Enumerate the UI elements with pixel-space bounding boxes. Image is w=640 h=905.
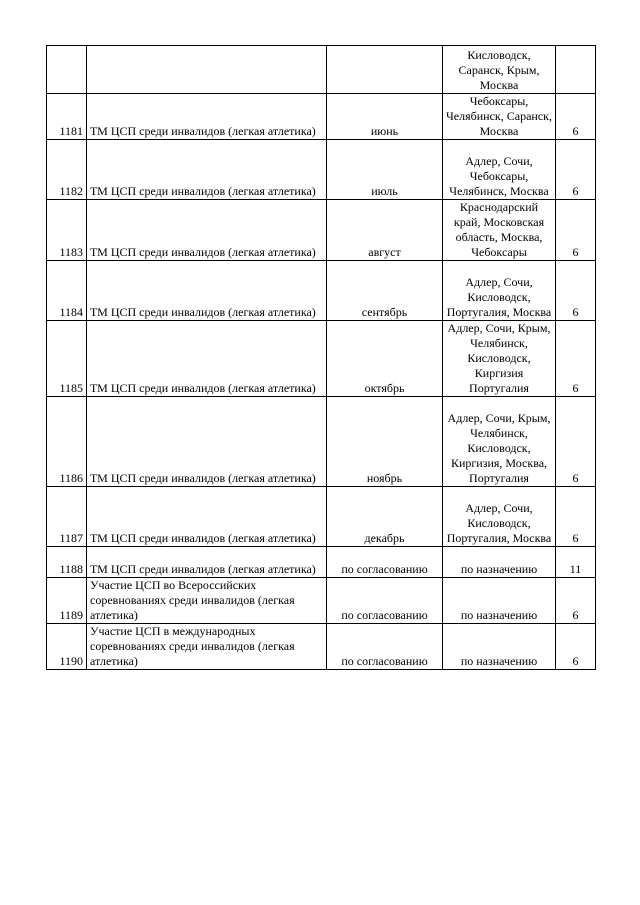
- event-date: август: [327, 200, 443, 261]
- event-place: Адлер, Сочи, Чебоксары, Челябинск, Москва: [443, 140, 556, 200]
- participant-count: 6: [556, 140, 596, 200]
- event-date: июнь: [327, 94, 443, 140]
- table-row: [47, 397, 596, 487]
- event-date: по согласованию: [327, 624, 443, 670]
- row-number: 1187: [47, 487, 87, 547]
- event-place: Краснодарский край, Московская область, Москва, Чебоксары: [443, 200, 556, 261]
- event-name: ТМ ЦСП среди инвалидов (легкая атлетика): [87, 321, 327, 397]
- event-place: Адлер, Сочи, Крым, Челябинск, Кисловодск, Киргизия, Москва, Португалия: [443, 397, 556, 487]
- row-number: 1185: [47, 321, 87, 397]
- table-row: [47, 547, 596, 578]
- participant-count: [556, 46, 596, 94]
- table-row: [47, 46, 596, 94]
- table-row: [47, 321, 596, 397]
- event-date: по согласованию: [327, 578, 443, 624]
- participant-count: 6: [556, 487, 596, 547]
- row-number: 1182: [47, 140, 87, 200]
- event-place: по назначению: [443, 547, 556, 578]
- event-place: по назначению: [443, 578, 556, 624]
- event-date: декабрь: [327, 487, 443, 547]
- event-date: сентябрь: [327, 261, 443, 321]
- participant-count: 6: [556, 321, 596, 397]
- table-row: [47, 624, 596, 670]
- participant-count: 6: [556, 261, 596, 321]
- event-name: Участие ЦСП во Всероссийских соревнованиях среди инвалидов (легкая атлетика): [87, 578, 327, 624]
- event-place: Чебоксары, Челябинск, Саранск, Москва: [443, 94, 556, 140]
- participant-count: 6: [556, 624, 596, 670]
- table-row: [47, 261, 596, 321]
- row-number: 1184: [47, 261, 87, 321]
- participant-count: 11: [556, 547, 596, 578]
- row-number: 1186: [47, 397, 87, 487]
- event-name: Участие ЦСП в международных соревнованиях среди инвалидов (легкая атлетика): [87, 624, 327, 670]
- table-row: [47, 200, 596, 261]
- participant-count: 6: [556, 397, 596, 487]
- event-place: по назначению: [443, 624, 556, 670]
- events-table: [46, 45, 596, 670]
- row-number: 1189: [47, 578, 87, 624]
- event-date: октябрь: [327, 321, 443, 397]
- participant-count: 6: [556, 94, 596, 140]
- event-date: по согласованию: [327, 547, 443, 578]
- event-name: ТМ ЦСП среди инвалидов (легкая атлетика): [87, 140, 327, 200]
- event-date: [327, 46, 443, 94]
- event-name: ТМ ЦСП среди инвалидов (легкая атлетика): [87, 200, 327, 261]
- table-row: [47, 140, 596, 200]
- row-number: 1190: [47, 624, 87, 670]
- table-row: [47, 578, 596, 624]
- row-number: 1188: [47, 547, 87, 578]
- event-date: ноябрь: [327, 397, 443, 487]
- event-name: ТМ ЦСП среди инвалидов (легкая атлетика): [87, 397, 327, 487]
- row-number: [47, 46, 87, 94]
- event-name: ТМ ЦСП среди инвалидов (легкая атлетика): [87, 261, 327, 321]
- event-place: Адлер, Сочи, Крым, Челябинск, Кисловодск, Киргизия Португалия: [443, 321, 556, 397]
- event-place: Адлер, Сочи, Кисловодск, Португалия, Москва: [443, 261, 556, 321]
- event-date: июль: [327, 140, 443, 200]
- row-number: 1181: [47, 94, 87, 140]
- event-name: ТМ ЦСП среди инвалидов (легкая атлетика): [87, 487, 327, 547]
- event-place: Кисловодск, Саранск, Крым, Москва: [443, 46, 556, 94]
- table-row: [47, 94, 596, 140]
- event-place: Адлер, Сочи, Кисловодск, Португалия, Москва: [443, 487, 556, 547]
- participant-count: 6: [556, 578, 596, 624]
- event-name: [87, 46, 327, 94]
- event-name: ТМ ЦСП среди инвалидов (легкая атлетика): [87, 547, 327, 578]
- row-number: 1183: [47, 200, 87, 261]
- participant-count: 6: [556, 200, 596, 261]
- event-name: ТМ ЦСП среди инвалидов (легкая атлетика): [87, 94, 327, 140]
- table-row: [47, 487, 596, 547]
